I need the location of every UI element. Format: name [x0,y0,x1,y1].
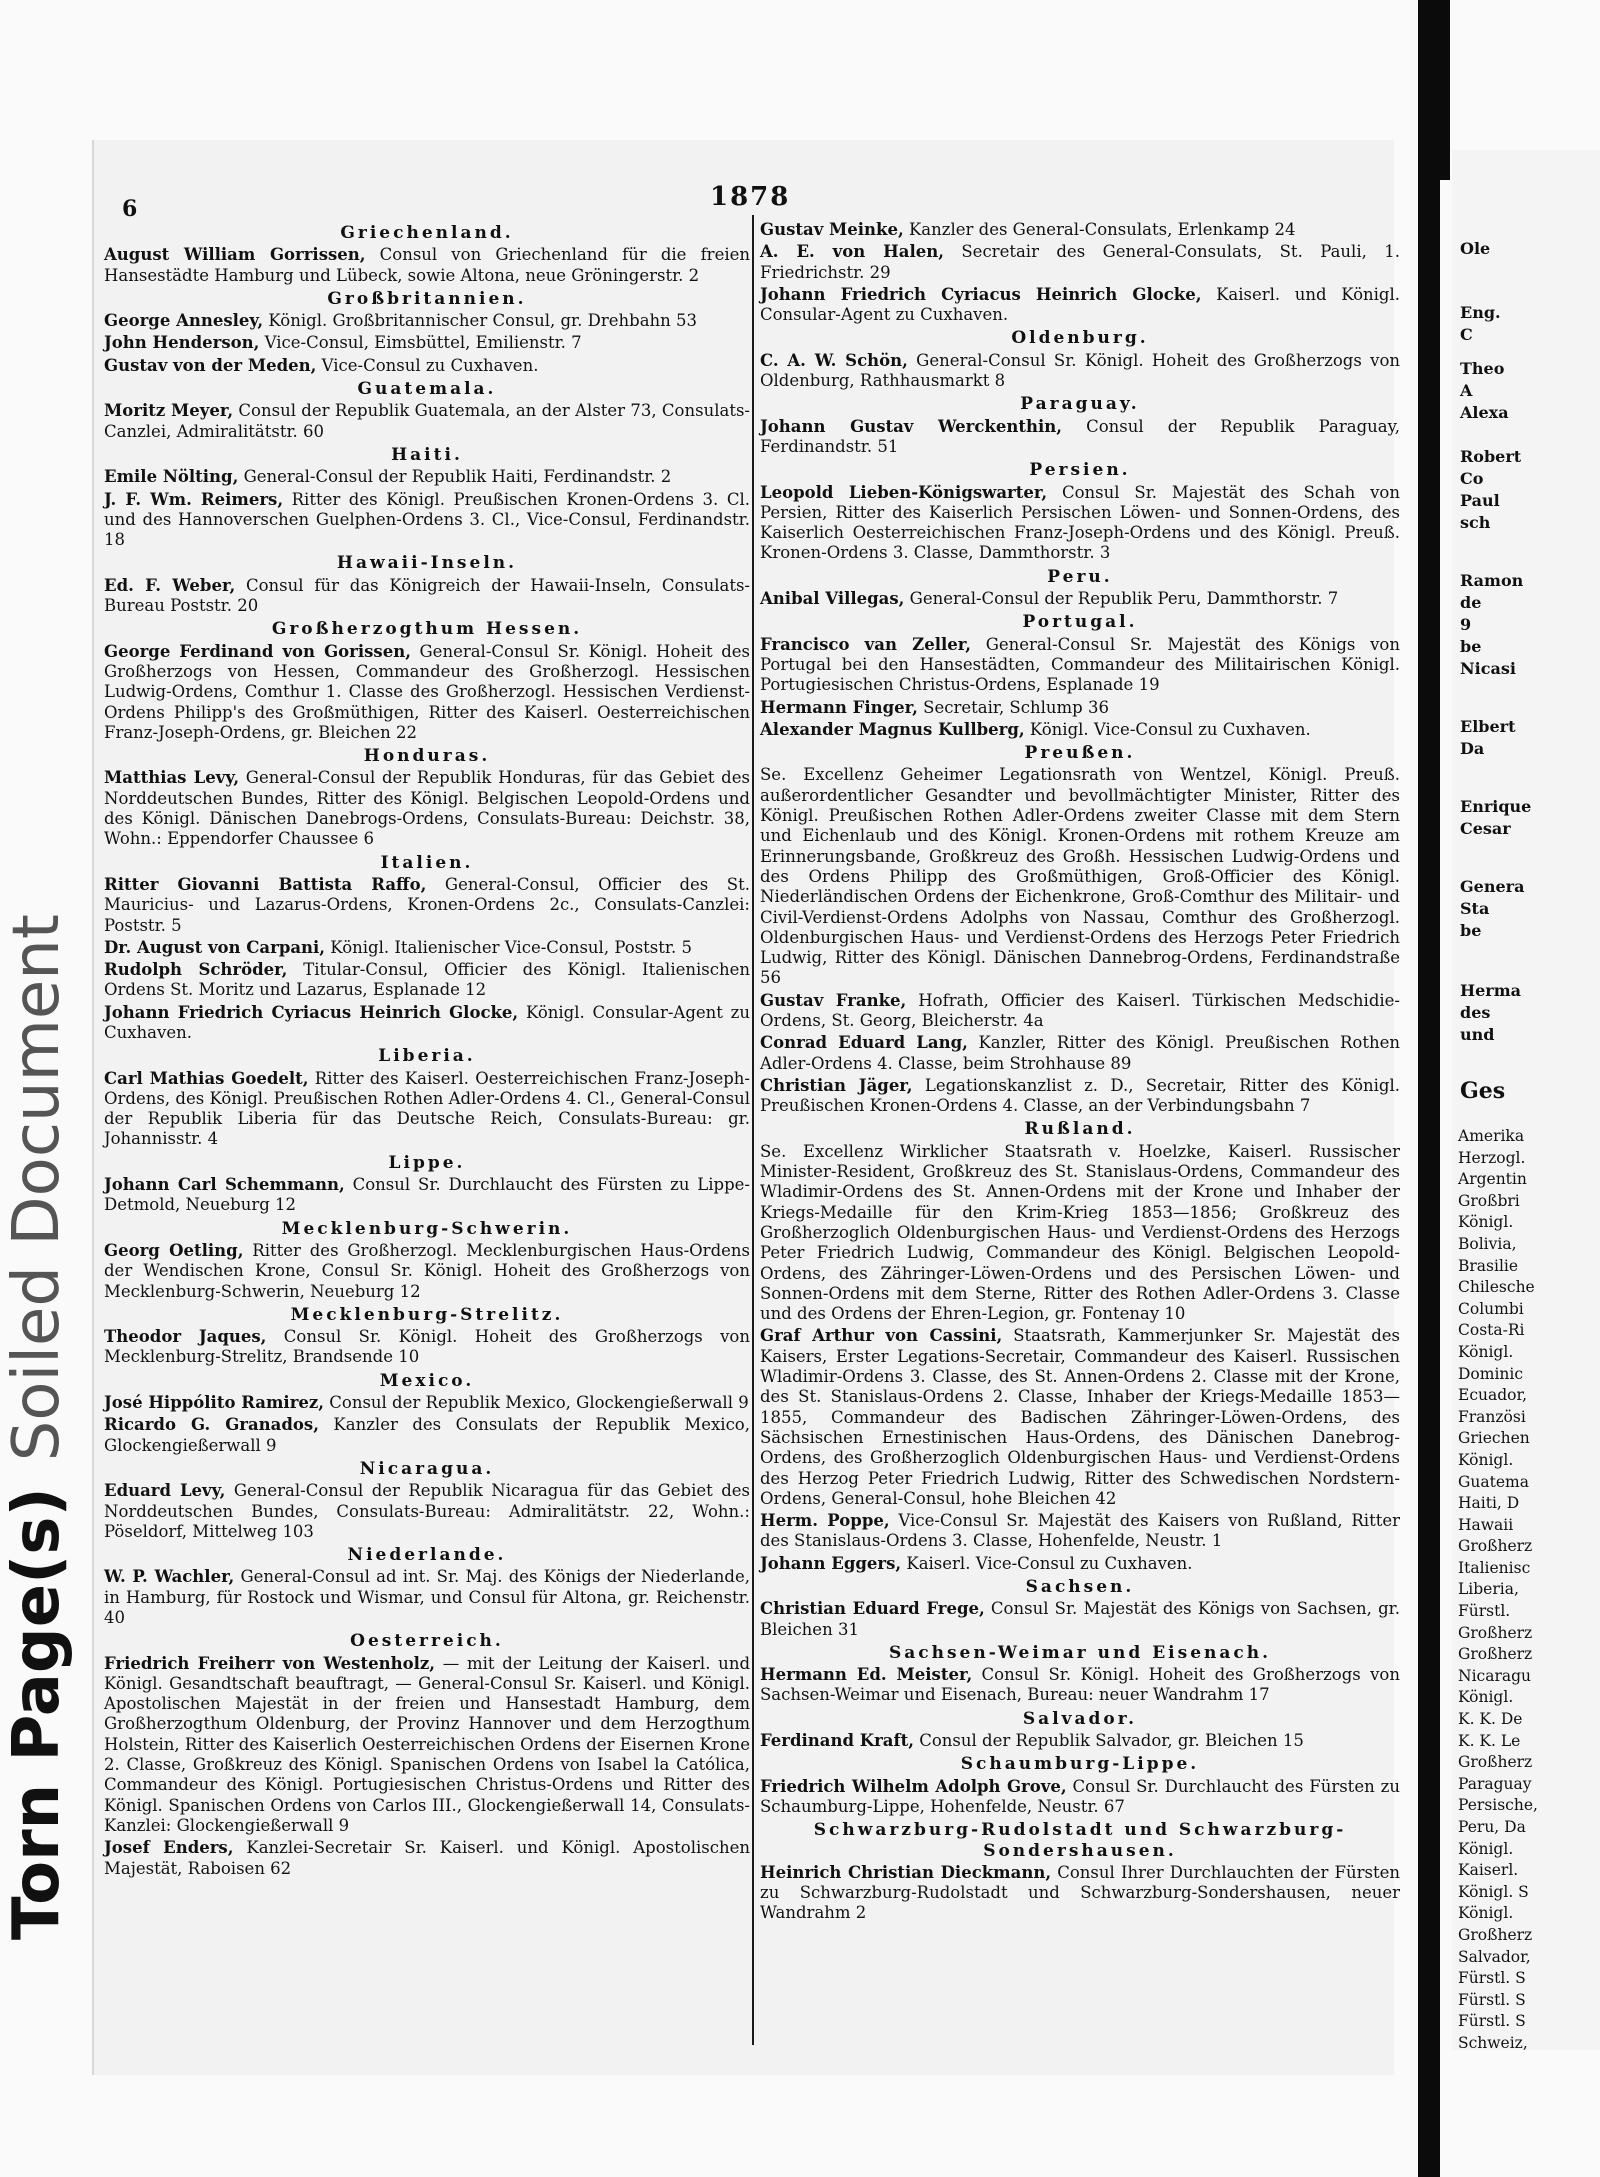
consul-entry [104,1481,750,1542]
right-list-item: Großherz [1458,1753,1533,1772]
country-heading: Paraguay. [1020,394,1140,415]
consul-entry [760,220,1400,240]
left-column [104,220,750,1881]
consul-details: Consul Sr. Durchlaucht des Fürsten zu Lippe-Detmold, Neueburg 12 [104,1175,750,1215]
consul-details: Legationskanzlist z. D., Secretair, Ritter des Königl. Preußischen Kronen-Ordens 4. Classe, an der Verbindungsbahn 7 [760,1075,1400,1116]
consul-entry [760,1863,1400,1924]
right-heading: Ges [1460,1078,1506,1104]
page-year: 1878 [710,182,791,212]
consul-entry [104,1838,750,1879]
consul-name: Hermann Ed. Meister, [760,1665,973,1685]
consul-entry [104,642,750,743]
right-fragment: Enrique [1460,797,1532,816]
consul-details: Consul Sr. Königl. Hoheit des Großherzogs von Sachsen-Weimar und Eisenach, Bureau: neuer Wandrahm 17 [760,1665,1400,1705]
consul-details: Kaiserl. Vice-Consul zu Cuxhaven. [901,1553,1193,1573]
consul-entry [104,1327,750,1368]
right-list-item: K. K. De [1458,1710,1523,1729]
consul-name: Conrad Eduard Lang, [760,1033,968,1053]
consul-details: Consul Ihrer Durchlauchten der Fürsten zu Schwarzburg-Rudolstadt und Schwarzburg-Sondershausen, neuer Wandrahm 2 [760,1862,1401,1923]
consul-name: John Henderson, [104,333,260,353]
consul-name: Matthias Levy, [104,768,240,788]
consul-details: Consul Sr. Durchlaucht des Fürsten zu Schaumburg-Lippe, Hohenfelde, Neustr. 67 [760,1776,1400,1816]
right-list-item: Bolivia, [1458,1234,1517,1253]
country-heading: Sachsen. [1025,1577,1135,1597]
consul-name: Friedrich Wilhelm Adolph Grove, [760,1776,1067,1796]
right-list-item: Schweiz, [1458,2033,1528,2050]
consul-name: Graf Arthur von Cassini, [760,1326,1003,1346]
page-number: 6 [122,196,138,222]
consul-details: Consul für das Königreich der Hawaii-Inseln, Consulats-Bureau Poststr. 20 [104,575,750,616]
right-list-item: Costa-Ri [1458,1321,1525,1340]
binding-shadow [1418,0,1440,2177]
consul-entry [104,1415,750,1456]
right-list-item: Ecuador, [1458,1386,1528,1405]
right-fragment: Co [1460,469,1484,488]
consul-entry [760,720,1400,740]
right-fragment: Ole [1460,239,1491,258]
right-list-item: Griechen [1458,1429,1530,1448]
consul-entry [760,1777,1400,1818]
country-heading: Preußen. [1024,743,1136,764]
consul-name: Herm. Poppe, [760,1511,890,1531]
right-list-item: Königl. [1458,1839,1514,1858]
country-heading: Peru. [1047,566,1113,587]
consul-details: Vice-Consul, Eimsbüttel, Emilienstr. 7 [259,333,582,353]
consul-details: Königl. Italienischer Vice-Consul, Poststr. 5 [325,937,692,957]
consul-name: W. P. Wachler, [104,1567,235,1587]
consul-details: Kaiserl. und Königl. Consular-Agent zu Cuxhaven. [760,284,1400,325]
consul-entry [760,589,1400,609]
consul-name: George Annesley, [104,311,264,331]
consul-details: General-Consul ad int. Sr. Maj. des Königs der Niederlande, in Hamburg, für Rostock und Wismar, und Consul für Altona, gr. Reichenstr. 40 [104,1567,750,1627]
consul-name: Gustav Meinke, [760,220,904,239]
consul-details: Kanzler des Consulats der Republik Mexico, Glockengießerwall 9 [104,1415,750,1455]
consul-details: Kanzler, Ritter des Königl. Preußischen Rothen Adler-Ordens 4. Classe, beim Strohhause 89 [760,1033,1400,1073]
consul-details: Ritter des Königl. Preußischen Kronen-Ordens 3. Cl. und des Hannoverschen Guelphen-Ordens 3. Cl., Vice-Consul, Ferdinandstr. 18 [104,489,750,550]
consul-name: C. A. W. Schön, [760,350,908,370]
right-fragment: Elbert [1460,717,1516,736]
country-heading: Salvador. [1022,1708,1138,1729]
consul-name: Georg Oetling, [104,1240,244,1260]
consul-details: Staatsrath, Kammerjunker Sr. Majestät des Kaisers, Erster Legations-Secretair, Commandeur des Kaiserl. Russischen Wladimir-Ordens 3. Classe, des St. Annen-Ordens 2. Classe mit der Krone, des St. Stanislaus-Ordens 2. Classe, Inhaber der Kriegs-Medaille 1853—1855, Commandeur des Badischen Zähringer-Löwen-Ordens, des Sächsischen Ernestinischen Haus-Ordens, des Dänischen Danebrog-Ordens, des Großherzoglich Oldenburgischen Haus- und Verdienst-Ordens des Herzog Peter Friedrich Ludwig, Ritter des Schwedischen Nordstern-Ordens, General-Consul, hohe Bleichen 42 [760,1326,1400,1508]
country-heading: Oldenburg. [1011,328,1149,349]
consul-details: Kanzler des General-Consulats, Erlenkamp 24 [903,220,1296,239]
country-heading: Rußland. [1024,1119,1136,1140]
consul-entry [104,490,750,551]
country-heading: Haiti. [391,444,463,465]
consul-entry [760,635,1400,696]
adjacent-page-fragment [1452,150,1600,2050]
right-fragment: be [1460,637,1482,656]
consul-details: General-Consul der Republik Peru, Dammthorstr. 7 [904,589,1339,609]
consul-name: Christian Eduard Frege, [760,1599,985,1619]
right-list-item: Dominic [1458,1364,1524,1383]
consul-details: Secretair, Schlump 36 [917,697,1109,717]
consul-details: General-Consul der Republik Honduras, für das Gebiet des Norddeutschen Bundes, Ritter des Königl. Belgischen Leopold-Ordens und des Königl. Dänischen Danebrogs-Ordens, Consulats-Bureau: Deichstr. 38, Wohn.: Eppendorfer Chaussee 6 [104,768,750,849]
right-list-item: Chilesche [1458,1278,1535,1297]
consul-name: Dr. August von Carpani, [104,937,326,957]
consul-details: General-Consul der Republik Haiti, Ferdinandstr. 2 [238,467,672,487]
right-fragment: Genera [1460,877,1525,896]
consul-entry [104,960,750,1001]
consul-entry [760,991,1400,1032]
consul-details: Vice-Consul zu Cuxhaven. [316,355,539,375]
country-heading: Hawaii-Inseln. [336,553,518,574]
country-heading: Lippe. [388,1152,466,1173]
consul-entry [104,356,750,376]
consul-entry [760,483,1400,564]
right-fragment: Eng. [1460,303,1501,322]
consul-entry [760,1731,1400,1751]
consul-entry [760,1033,1400,1074]
consul-name: J. F. Wm. Reimers, [104,489,284,509]
consul-details: General-Consul Sr. Königl. Hoheit des Großherzogs von Hessen, Commandeur des Großherzogl. Hessischen Ludwig-Ordens, Comthur 1. Classe des Großherzogl. Hessischen Verdienst-Ordens Philipp's des Großmüthigen, Ritter des Kaiserl. Oesterreichischen Franz-Joseph-Ordens, gr. Bleichen 22 [104,641,750,742]
country-heading: Liberia. [378,1046,476,1067]
consul-name: Moritz Meyer, [104,401,234,421]
country-heading: Guatemala. [357,379,497,400]
consul-entry [104,1567,750,1628]
consul-name: Heinrich Christian Dieckmann, [760,1862,1052,1882]
consul-entry [760,765,1400,988]
right-list-item: Amerika [1458,1127,1525,1145]
consul-name: José Hippólito Ramirez, [104,1393,325,1413]
consul-entry [104,938,750,958]
consul-entry [760,351,1400,392]
right-list-item: Fürstl. S [1458,1969,1526,1988]
consul-entry [104,1393,750,1413]
consul-details: Vice-Consul Sr. Majestät des Kaisers von Rußland, Ritter des Stanislaus-Ordens 3. Classe, Hohenfelde, Neustr. 1 [760,1511,1401,1551]
condition-stamp [0,914,80,1940]
consul-entry [760,1511,1400,1552]
right-list-item: Königl. [1458,1213,1514,1232]
right-fragment: Paul [1460,491,1500,510]
country-heading: Mecklenburg-Schwerin. [281,1218,573,1239]
consul-name: Hermann Finger, [760,697,918,717]
right-list-item: Brasilie [1458,1256,1519,1275]
consul-entry [760,1076,1400,1117]
right-fragment: A [1460,381,1473,400]
country-heading: Mexico. [379,1370,475,1391]
right-fragment: Herma [1460,981,1522,1000]
consul-name: Leopold Lieben-Königswarter, [760,482,1048,502]
column-divider [752,215,754,2045]
consul-details: Königl. Vice-Consul zu Cuxhaven. [1024,719,1311,739]
consul-name: George Ferdinand von Gorissen, [104,641,411,661]
consul-details: Se. Excellenz Wirklicher Staatsrath v. Hoelzke, Kaiserl. Russischer Minister-Resident, Großkreuz des St. Stanislaus-Ordens, Commandeur des Wladimir-Ordens des St. Annen-Ordens mit der Krone und Inhaber der Kriegs-Medaille für den Krim-Krieg 1853—1856; Großkreuz des Großherzoglich Oldenburgischen Haus- und Verdienst-Ordens des Herzogs Peter Friedrich Ludwig, Commandeur des Königl. Belgischen Leopold-Ordens, des Zähringer-Löwen-Ordens und des Persischen Löwen- und Sonnen-Ordens mit dem Sterne, Ritter des Rothen Adler-Ordens 3. Classe und des Ordens der Ehren-Legion, gr. Fontenay 10 [760,1141,1400,1324]
country-heading: Sachsen-Weimar und Eisenach. [888,1642,1272,1663]
consul-name: Friedrich Freiherr von Westenholz, [104,1653,435,1673]
right-list-item: Großherz [1458,1925,1533,1944]
consul-name: Theodor Jaques, [104,1327,267,1347]
consul-name: Johann Eggers, [760,1553,902,1573]
country-heading: Honduras. [363,746,491,767]
consul-details: Consul der Republik Mexico, Glockengießerwall 9 [324,1393,749,1413]
right-list-item: K. K. Le [1458,1731,1521,1750]
consul-details: General-Consul Sr. Königl. Hoheit des Großherzogs von Oldenburg, Rathhausmarkt 8 [760,350,1401,391]
consul-details: Kanzlei-Secretair Sr. Kaiserl. und Königl. Apostolischen Majestät, Raboisen 62 [104,1838,750,1878]
right-list-item: Paraguay [1458,1774,1532,1793]
consul-details: General-Consul Sr. Majestät des Königs von Portugal bei den Hansestädten, Commandeur des Militairischen Königl. Portugiesischen Christus-Ordens, Esplanade 19 [760,634,1400,695]
right-fragment: sch [1460,513,1491,532]
consul-name: Ricardo G. Granados, [104,1415,319,1435]
consul-details: Consul von Griechenland für die freien Hansestädte Hamburg und Lübeck, sowie Altona, neue Gröningerstr. 2 [104,245,750,285]
consul-name: Ferdinand Kraft, [760,1731,914,1751]
consul-entry [760,1326,1400,1509]
consul-entry [104,401,750,442]
consul-name: Alexander Magnus Kullberg, [760,719,1025,739]
consul-details: Königl. Consular-Agent zu Cuxhaven. [104,1002,751,1042]
consul-entry [104,311,750,331]
consul-name: Rudolph Schröder, [104,960,288,980]
torn-pages-label: Torn Page(s) [0,1487,74,1940]
right-list-item: Fürstl. S [1458,1990,1526,2009]
consul-name: Josef Enders, [104,1838,234,1858]
country-heading: Italien. [380,852,474,873]
right-fragment: Sta [1460,899,1490,918]
consul-details: Secretair des General-Consulats, St. Pauli, 1. Friedrichstr. 29 [760,242,1400,282]
consul-details: Consul der Republik Paraguay, Ferdinandstr. 51 [760,416,1400,456]
right-list-item: Königl. [1458,1688,1514,1707]
right-list-item: Persische, [1458,1796,1538,1815]
right-fragment: Cesar [1460,819,1511,838]
right-fragment: be [1460,921,1482,940]
consul-entry [104,768,750,849]
consul-entry [760,285,1400,326]
consul-entry [760,417,1400,458]
consul-details: Se. Excellenz Geheimer Legationsrath von Wentzel, Königl. Preuß. außerordentlicher Gesandter und bevollmächtigter Minister, Ritter des Königl. Preußischen Rothen Adler-Ordens zweiter Classe mit dem Stern und Eichenlaub und des Königl. Kronen-Ordens mit rothem Kreuze am Erinnerungsbande, Großkreuz des Großh. Hessischen Ludwig-Ordens und des Ordens Philipp des Großmüthigen, Groß-Officier des Königl. Niederländischen Ordens der Eichenkrone, Groß-Comthur des Militair- und Civil-Verdienst-Ordens Adolphs von Nassau, Comthur des Großherzogl. Oldenburgischen Haus- und Verdienst-Ordens des Herzogs Peter Friedrich Ludwig, Ritter des Königl. Dänischen Dannebrog-Ordens, Ferdinandstraße 56 [760,765,1400,988]
consul-name: August William Gorrissen, [104,245,366,265]
right-list-item: Salvador, [1458,1947,1531,1966]
right-fragment: Theo [1460,359,1505,378]
right-list-item: Königl. [1458,1450,1514,1469]
consul-entry [760,1665,1400,1706]
consul-entry [760,1142,1400,1325]
consul-details: Consul der Republik Guatemala, an der Alster 73, Consulats-Canzlei, Admiralitätstr. 60 [104,401,750,441]
consul-details: Consul der Republik Salvador, gr. Bleichen 15 [913,1731,1304,1751]
right-list-item: Guatema [1458,1472,1529,1491]
right-list-item: Französi [1458,1407,1526,1426]
right-fragment: Ramon [1460,571,1524,590]
right-list-item: Großherz [1458,1623,1533,1642]
right-list-item: Großbri [1458,1191,1520,1210]
right-list-item: Hawaii [1458,1515,1514,1534]
country-heading: Großherzogthum Hessen. [271,619,583,640]
consul-name: Johann Carl Schemmann, [104,1175,345,1195]
right-list-item: Großherz [1458,1645,1533,1664]
consul-name: Ed. F. Weber, [104,575,236,595]
country-heading: Portugal. [1022,612,1138,633]
right-fragment: und [1460,1025,1495,1044]
consul-name: Gustav von der Meden, [104,355,317,375]
consul-name: Ritter Giovanni Battista Raffo, [104,874,427,894]
consul-entry [104,576,750,617]
consul-entry [760,242,1400,283]
right-list-item: Liberia, [1458,1580,1519,1599]
consul-entry [104,1241,750,1302]
consul-name: Emile Nölting, [104,467,239,487]
consul-details: Ritter des Kaiserl. Oesterreichischen Franz-Joseph-Ordens, des Königl. Preußischen Rothen Adler-Ordens 4. Cl., General-Consul der Republik Liberia für das Deutsche Reich, Consulats-Bureau: gr. Johannisstr. 4 [104,1068,751,1149]
right-fragment: de [1460,593,1482,612]
consul-entry [760,1599,1400,1640]
consul-entry [104,467,750,487]
consul-details: Königl. Großbritannischer Consul, gr. Drehbahn 53 [263,311,698,331]
right-list-item: Italienisc [1458,1558,1531,1577]
country-heading: Nicaragua. [359,1458,495,1479]
right-list-item: Nicaragu [1458,1666,1531,1685]
right-fragment: 9 [1460,615,1472,634]
country-heading: Mecklenburg-Strelitz. [290,1304,564,1325]
consul-name: Eduard Levy, [104,1481,226,1501]
consul-name: Francisco van Zeller, [760,634,971,654]
country-heading: Niederlande. [347,1545,507,1566]
consul-details: Consul Sr. Majestät des Schah von Persien, Ritter des Kaiserlich Persischen Löwen- und Sonnen-Ordens, des Kaiserlich Oesterreichischen Franz-Joseph-Ordens und des Königl. Preuß. Kronen-Ordens 3. Classe, Dammthorstr. 3 [760,482,1400,563]
soiled-document-label: Soiled Document [0,914,74,1462]
right-list-item: Fürstl. S [1458,2012,1526,2031]
consul-details: Hofrath, Officier des Kaiserl. Türkischen Medschidie-Ordens, St. Georg, Bleicherstr. 4a [760,990,1400,1030]
right-fragment: C [1460,325,1473,344]
right-fragment: Da [1460,739,1485,758]
consul-name: Johann Friedrich Cyriacus Heinrich Glocke, [104,1002,519,1022]
consul-details: — mit der Leitung der Kaiserl. und Königl. Gesandtschaft beauftragt, — General-Consul Sr. Kaiserl. und Königl. Apostolischen Majestät in der freien und Hansestadt Hamburg, dem Großherzogthum Oldenburg, der Provinz Hannover und dem Herzogthum Holstein, Ritter des Kaiserlich Oesterreichischen Ordens der Eisernen Krone 2. Classe, Großkreuz des Königl. Spanischen Ordens von Isabel la Católica, Commandeur des Königl. Portugiesischen Christus-Ordens und Ritter des Königl. Spanischen Ordens von Carlos III., Glockengießerwall 14, Consulats-Kanzlei: Glockengießerwall 9 [104,1653,751,1835]
consul-name: Gustav Franke, [760,990,907,1010]
right-fragment: des [1460,1003,1491,1022]
right-list-item: Herzogl. [1458,1148,1526,1167]
country-heading: Großbritannien. [327,288,527,309]
consul-details: Ritter des Großherzogl. Mecklenburgischen Haus-Ordens der Wendischen Krone, Consul Sr. Königl. Hoheit des Großherzogs von Mecklenburg-Schwerin, Neueburg 12 [104,1240,750,1301]
country-heading: Oesterreich. [350,1631,504,1652]
country-heading: Schwarzburg-Rudolstadt und Schwarzburg-Sondershausen. [813,1820,1347,1861]
country-heading: Persien. [1029,460,1131,481]
consul-entry [760,698,1400,718]
consul-name: A. E. von Halen, [760,242,944,262]
right-list [1458,1126,1538,2050]
right-list-item: Königl. [1458,1342,1514,1361]
consul-entry [104,245,750,286]
country-heading: Griechenland. [340,223,514,243]
right-list-item: Großherz [1458,1537,1533,1556]
consul-name: Christian Jäger, [760,1075,913,1095]
right-fragment: Alexa [1460,403,1509,422]
consul-details: Consul Sr. Majestät des Königs von Sachsen, gr. Bleichen 31 [760,1599,1400,1639]
right-list-item: Columbi [1458,1299,1524,1318]
right-list-item: Kaiserl. [1458,1861,1519,1880]
consul-entry [104,1175,750,1216]
right-list-item: Fürstl. [1458,1602,1511,1621]
right-list-item: Peru, Da [1458,1818,1526,1836]
consul-entry [104,875,750,936]
country-heading: Schaumburg-Lippe. [960,1754,1200,1775]
consul-name: Anibal Villegas, [760,589,905,609]
right-fragment: Nicasi [1460,659,1516,678]
right-list-item: Haiti, D [1458,1494,1520,1513]
consul-name: Carl Mathias Goedelt, [104,1068,309,1088]
binding-shadow-top [1440,0,1450,180]
consul-name: Johann Gustav Werckenthin, [760,416,1062,436]
consul-details: Titular-Consul, Officier des Königl. Italienischen Ordens St. Moritz und Lazarus, Esplanade 12 [104,960,750,1000]
consul-details: General-Consul, Officier des St. Mauricius- und Lazarus-Ordens, Kronen-Ordens 2c., Consulats-Canzlei: Poststr. 5 [104,874,750,935]
right-list-item: Argentin [1458,1170,1527,1189]
consul-entry [104,1069,750,1150]
consul-entry [104,333,750,353]
consul-details: General-Consul der Republik Nicaragua für das Gebiet des Norddeutschen Bundes, Consulats-Bureau: Admiralitätstr. 22, Wohn.: Pöseldorf, Mittelweg 103 [104,1481,750,1541]
middle-column [760,220,1400,1926]
consul-entry [104,1003,750,1044]
right-list-item: Königl. S [1458,1882,1529,1901]
consul-details: Consul Sr. Königl. Hoheit des Großherzogs von Mecklenburg-Strelitz, Brandsende 10 [104,1327,750,1367]
consul-entry [760,1554,1400,1574]
consul-name: Johann Friedrich Cyriacus Heinrich Glocke, [760,284,1202,304]
right-fragment: Robert [1460,447,1522,466]
right-list-item: Königl. [1458,1904,1514,1923]
consul-entry [104,1654,750,1837]
